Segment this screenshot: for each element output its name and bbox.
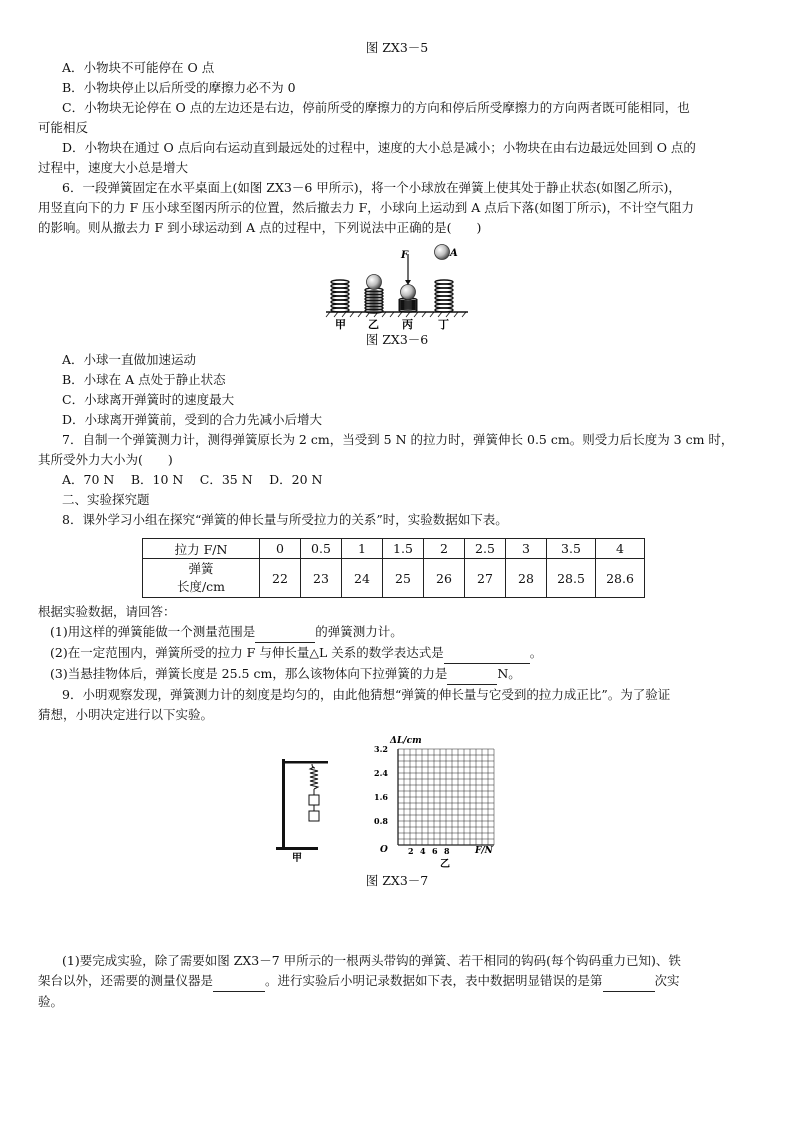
y-tick-label: 2.4 <box>374 768 388 778</box>
table-cell: 2.5 <box>465 539 506 559</box>
table-cell: 25 <box>383 559 424 598</box>
q5-option-a: A．小物块不可能停在 O 点 <box>62 60 215 75</box>
spring-ding <box>435 280 453 312</box>
ball-bing <box>401 285 416 300</box>
graph-ylabel: ΔL/cm <box>390 736 422 746</box>
weight-2 <box>309 811 319 821</box>
q6-text-line1: 6．一段弹簧固定在水平桌面上(如图 ZX3－6 甲所示)，将一个小球放在弹簧上使其处于静止状态(如图乙所示)， <box>62 180 681 195</box>
q6-option-b: B．小球在 A 点处于静止状态 <box>62 372 226 387</box>
table-cell: 3.5 <box>547 539 596 559</box>
fig7-label-jia: 甲 <box>292 853 302 863</box>
q9-p1-line3: 验。 <box>38 994 64 1009</box>
q6-text-line2: 用竖直向下的力 F 压小球至图丙所示的位置，然后撤去力 F，小球向上运动到 A 点后下落(如图丁所示)，不计空气阻力 <box>38 200 694 215</box>
q9-text-line2: 猜想，小明决定进行以下实验。 <box>38 707 214 722</box>
q9-p1-line1: (1)要完成实验，除了需要如图 ZX3－7 甲所示的一根两头带钩的弹簧、若干相同的钩码(每个钩码重力已知)、铁 <box>62 953 681 968</box>
label-bing: 丙 <box>402 318 413 330</box>
weight-1 <box>309 795 319 805</box>
answer-blank-trial[interactable] <box>603 971 655 992</box>
table-cell: 4 <box>596 539 645 559</box>
q8-intro: 8．课外学习小组在探究“弹簧的伸长量与所受拉力的关系”时，实验数据如下表。 <box>62 512 508 527</box>
q6-option-a: A．小球一直做加速运动 <box>62 352 197 367</box>
table-cell: 28 <box>506 559 547 598</box>
q8-sub3-text-b: N。 <box>497 666 521 681</box>
q7-text-line2: 其所受外力大小为( ) <box>38 452 173 467</box>
hanging-spring <box>310 767 318 789</box>
deltaL-F-graph <box>370 733 520 871</box>
q6-text-line3: 的影响。则从撤去力 F 到小球运动到 A 点的过程中，下列说法中正确的是( ) <box>38 220 482 235</box>
q8-sub2-text-a: (2)在一定范围内，弹簧所受的拉力 F 与伸长量△L 关系的数学表达式是 <box>50 645 444 660</box>
q8-sub3-text-a: (3)当悬挂物体后，弹簧长度是 25.5 cm，那么该物体向下拉弹簧的力是 <box>50 666 448 681</box>
fig7-label-yi: 乙 <box>440 859 450 870</box>
table-cell: 0.5 <box>301 539 342 559</box>
q8-sub1-text-b: 的弹簧测力计。 <box>315 624 403 639</box>
q9-p1-text-c: 次实 <box>654 973 680 988</box>
q8-data-table <box>142 538 645 598</box>
spring-yi <box>365 288 383 313</box>
answer-blank-force[interactable] <box>447 664 497 685</box>
q5-option-d-line2: 过程中，速度大小总是增大 <box>38 160 189 175</box>
table-header-length-line1: 弹簧 <box>188 561 214 576</box>
q9-p1-text-b: 。进行实验后小明记录数据如下表，表中数据明显错误的是第 <box>265 973 603 988</box>
table-row-length <box>143 559 645 598</box>
graph-origin: O <box>380 845 388 855</box>
q8-sub3 <box>38 664 756 685</box>
table-cell: 2 <box>424 539 465 559</box>
stand-spring-figure <box>274 733 340 863</box>
y-tick-label: 3.2 <box>374 744 388 754</box>
table-header-length-line2: 长度/cm <box>176 579 226 594</box>
answer-blank-formula[interactable] <box>444 643 530 664</box>
table-cell: 1 <box>342 539 383 559</box>
q5-option-d-line1: D．小物块在通过 O 点后向右运动直到最远处的过程中，速度的大小总是减小；小物块在由右边最远处回到 O 点的 <box>62 140 696 155</box>
table-cell: 28.6 <box>596 559 645 598</box>
worksheet-page <box>38 36 756 1012</box>
q8-sub2 <box>38 643 756 664</box>
label-yi: 乙 <box>368 318 379 330</box>
table-cell: 26 <box>424 559 465 598</box>
y-tick-label: 1.6 <box>374 792 388 802</box>
fig7-caption: 图 ZX3－7 <box>365 873 429 888</box>
q8-prompt: 根据实验数据，请回答： <box>38 604 176 619</box>
fig6-caption: 图 ZX3－6 <box>365 332 429 347</box>
table-cell: 28.5 <box>547 559 596 598</box>
spring-bing <box>399 298 417 312</box>
table-cell: 0 <box>260 539 301 559</box>
label-ding: 丁 <box>438 318 449 330</box>
y-tick-label: 0.8 <box>374 816 388 826</box>
q6-option-d: D．小球离开弹簧前，受到的合力先减小后增大 <box>62 412 323 427</box>
q7-options: A．70 N B．10 N C．35 N D．20 N <box>62 472 323 487</box>
q5-option-c-line2: 可能相反 <box>38 120 89 135</box>
table-cell: 27 <box>465 559 506 598</box>
table-cell: 23 <box>301 559 342 598</box>
table-header-force: 拉力 F/N <box>143 539 260 559</box>
ball-yi <box>367 275 382 290</box>
table-cell: 22 <box>260 559 301 598</box>
q7-text-line1: 7．自制一个弹簧测力计，测得弹簧原长为 2 cm，当受到 5 N 的拉力时，弹簧伸长 0.5 cm。则受力后长度为 3 cm 时， <box>62 432 734 447</box>
table-cell: 24 <box>342 559 383 598</box>
q5-option-c-line1: C．小物块无论停在 O 点的左边还是右边，停前所受的摩擦力的方向和停后所受摩擦力的方向两者既可能相同，也 <box>62 100 690 115</box>
q8-sub1-text-a: (1)用这样的弹簧能做一个测量范围是 <box>50 624 256 639</box>
table-cell: 1.5 <box>383 539 424 559</box>
q8-sub2-text-b: 。 <box>529 645 543 660</box>
force-f-label: F <box>401 250 409 261</box>
graph-grid <box>398 749 494 845</box>
answer-blank-instrument[interactable] <box>213 971 265 992</box>
x-tick-label: 8 <box>444 846 450 856</box>
q5-option-b: B．小物块停止以后所受的摩擦力必不为 0 <box>62 80 296 95</box>
q8-sub1 <box>38 622 756 643</box>
table-cell: 3 <box>506 539 547 559</box>
label-jia: 甲 <box>335 318 346 330</box>
answer-blank-range[interactable] <box>255 622 315 643</box>
x-tick-label: 2 <box>408 846 414 856</box>
ball-a <box>435 245 450 260</box>
q6-option-c: C．小球离开弹簧时的速度最大 <box>62 392 235 407</box>
q9-p1-line2 <box>38 971 756 992</box>
x-tick-label: 6 <box>432 846 438 856</box>
graph-xlabel: F/N <box>475 846 493 856</box>
table-header-length <box>143 559 260 598</box>
q9-text-line1: 9．小明观察发现，弹簧测力计的刻度是均匀的，由此他猜想“弹簧的伸长量与它受到的拉力成正比”。为了验证 <box>62 687 671 702</box>
spring-jia <box>331 280 349 312</box>
table-row-force <box>143 539 645 559</box>
spring-ball-figure <box>322 242 472 330</box>
fig7-figures <box>38 733 756 871</box>
q9-p1-text-a: 架台以外，还需要的测量仪器是 <box>38 973 214 988</box>
point-a-label: A <box>450 248 458 259</box>
fig5-caption: 图 ZX3－5 <box>365 40 429 55</box>
x-tick-label: 4 <box>420 846 426 856</box>
section-heading: 二、实验探究题 <box>62 492 150 507</box>
